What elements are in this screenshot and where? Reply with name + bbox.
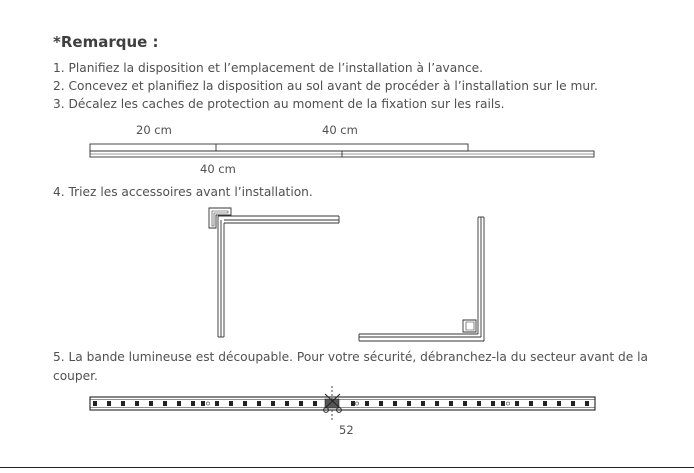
corner-accessory-left [209, 208, 339, 337]
cover-strip [90, 144, 468, 151]
led-strip [90, 386, 595, 420]
cut-mark [324, 386, 342, 420]
corner-accessory-right [359, 217, 484, 341]
rail-label-40cm-top: 40 cm [322, 123, 358, 137]
note-5: 5. La bande lumineuse est découpable. Pour votre sécurité, débranchez-la du secteur avant de la couper. [53, 350, 649, 383]
note-1: 1. Planifiez la disposition et l’emplacement de l’installation à l’avance. [53, 61, 484, 75]
note-4: 4. Triez les accessoires avant l’installation. [53, 185, 313, 199]
remark-title: *Remarque : [53, 33, 159, 51]
rail-label-40cm-bottom: 40 cm [200, 162, 236, 176]
note-2: 2. Concevez et planifiez la disposition au sol avant de procéder à l’installation sur le mur. [53, 79, 598, 93]
note-3: 3. Décalez les caches de protection au moment de la fixation sur les rails. [53, 97, 505, 111]
page-number: 52 [339, 423, 354, 437]
rail-diagram [90, 144, 594, 157]
page-bottom-rule [0, 467, 694, 468]
rail-label-20cm: 20 cm [136, 123, 172, 137]
